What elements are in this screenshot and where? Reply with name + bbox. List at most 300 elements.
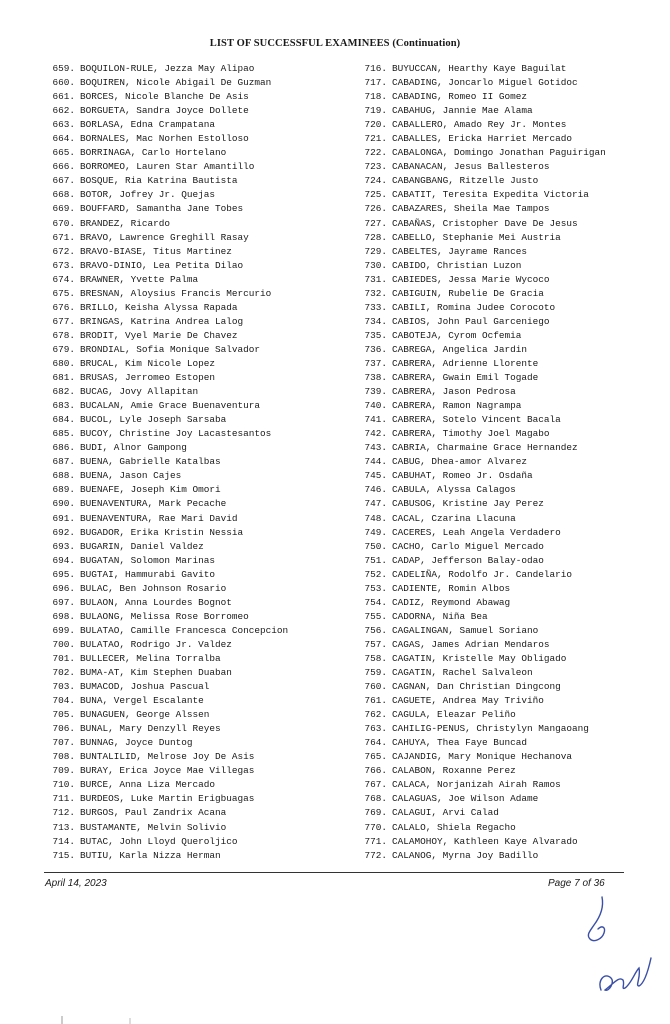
entry-number: 738.	[364, 372, 387, 384]
examinee-name: CABATIT, Teresita Expedita Victoria	[392, 189, 589, 201]
examinee-name: CALAGUAS, Joe Wilson Adame	[392, 793, 539, 805]
entry-number: 736.	[364, 343, 387, 355]
list-item	[359, 722, 606, 736]
list-item	[47, 146, 288, 160]
examinee-list-left	[47, 62, 288, 863]
list-item	[359, 399, 606, 413]
entry-number: 715.	[52, 849, 75, 861]
entry-number: 746.	[364, 484, 387, 496]
list-item	[359, 329, 606, 343]
examinee-name: BORROMEO, Lauren Star Amantillo	[80, 161, 255, 173]
entry-number: 745.	[364, 470, 387, 482]
examinee-name: BURGOS, Paul Zandrix Acana	[80, 807, 227, 819]
footer-divider	[44, 872, 624, 873]
examinee-name: CABANACAN, Jesus Ballesteros	[392, 161, 550, 173]
list-item	[47, 231, 288, 245]
list-item	[47, 835, 288, 849]
entry-number: 720.	[364, 119, 387, 131]
examinee-name: CAJANDIG, Mary Monique Hechanova	[392, 751, 573, 763]
list-item	[47, 188, 288, 202]
list-item	[359, 736, 606, 750]
list-item	[359, 778, 606, 792]
examinee-name: CABRERA, Sotelo Vincent Bacala	[392, 414, 561, 426]
entry-number: 662.	[52, 105, 75, 117]
entry-number: 705.	[52, 709, 75, 721]
examinee-name: CABIEDES, Jessa Marie Wycoco	[392, 273, 550, 285]
list-item	[47, 301, 288, 315]
examinee-name: BRAWNER, Yvette Palma	[80, 273, 199, 285]
list-item	[359, 118, 606, 132]
examinee-name: CABELTES, Jayrame Rances	[392, 245, 528, 257]
examinee-name: BUCALAN, Amie Grace Buenaventura	[80, 400, 261, 412]
entry-number: 690.	[52, 498, 75, 510]
examinee-name: CABIGUIN, Rubelie De Gracia	[392, 287, 544, 299]
list-item	[47, 118, 288, 132]
examinee-name: BULATAO, Rodrigo Jr. Valdez	[80, 638, 232, 650]
list-item	[359, 497, 606, 511]
examinee-name: BULAONG, Melissa Rose Borromeo	[80, 610, 249, 622]
examinee-name: BUNAL, Mary Denzyll Reyes	[80, 723, 221, 735]
list-item	[359, 217, 606, 231]
examinee-name: CABRERA, Ramon Nagrampa	[392, 400, 522, 412]
entry-number: 673.	[52, 259, 75, 271]
examinee-name: BRODIT, Vyel Marie De Chavez	[80, 329, 238, 341]
list-item	[47, 132, 288, 146]
list-item	[47, 399, 288, 413]
entry-number: 667.	[52, 175, 75, 187]
examinee-name: CALANOG, Myrna Joy Badillo	[392, 849, 539, 861]
list-item	[359, 554, 606, 568]
list-item	[359, 160, 606, 174]
entry-number: 689.	[52, 484, 75, 496]
list-item	[47, 160, 288, 174]
list-item	[359, 146, 606, 160]
entry-number: 686.	[52, 442, 75, 454]
entry-number: 666.	[52, 161, 75, 173]
examinee-name: BUMACOD, Joshua Pascual	[80, 681, 210, 693]
examinee-name: CABAZARES, Sheila Mae Tampos	[392, 203, 550, 215]
list-item	[47, 483, 288, 497]
entry-number: 757.	[364, 638, 387, 650]
examinee-name: BULLECER, Melina Torralba	[80, 652, 221, 664]
examinee-name: CAGALINGAN, Samuel Soriano	[392, 624, 539, 636]
list-item	[359, 357, 606, 371]
list-item	[47, 413, 288, 427]
entry-number: 707.	[52, 737, 75, 749]
list-item	[47, 90, 288, 104]
entry-number: 672.	[52, 245, 75, 257]
list-item	[359, 259, 606, 273]
examinee-name: CABELLO, Stephanie Mei Austria	[392, 231, 561, 243]
entry-number: 716.	[364, 63, 387, 74]
list-item	[359, 132, 606, 146]
list-item	[47, 694, 288, 708]
entry-number: 739.	[364, 386, 387, 398]
examinee-name: BUGARIN, Daniel Valdez	[80, 540, 204, 552]
entry-number: 726.	[364, 203, 387, 215]
list-item	[47, 821, 288, 835]
entry-number: 719.	[364, 105, 387, 117]
examinee-name: BORRINAGA, Carlo Hortelano	[80, 147, 227, 159]
entry-number: 742.	[364, 428, 387, 440]
examinee-name: BUTIU, Karla Nizza Herman	[80, 849, 221, 861]
list-item	[47, 568, 288, 582]
entry-number: 671.	[52, 231, 75, 243]
entry-number: 751.	[364, 554, 387, 566]
entry-number: 723.	[364, 161, 387, 173]
examinee-list-right	[359, 62, 606, 863]
list-item	[47, 217, 288, 231]
examinee-name: CABALONGA, Domingo Jonathan Paguirigan	[392, 147, 606, 159]
list-item	[47, 849, 288, 863]
list-item	[47, 357, 288, 371]
entry-number: 768.	[364, 793, 387, 805]
list-item	[47, 259, 288, 273]
entry-number: 701.	[52, 652, 75, 664]
list-item	[359, 666, 606, 680]
list-item	[47, 371, 288, 385]
list-item	[47, 202, 288, 216]
entry-number: 717.	[364, 77, 387, 89]
examinee-name: CALABON, Roxanne Perez	[392, 765, 516, 777]
list-item	[47, 736, 288, 750]
entry-number: 765.	[364, 751, 387, 763]
entry-number: 728.	[364, 231, 387, 243]
list-item	[359, 694, 606, 708]
entry-number: 680.	[52, 357, 75, 369]
list-item	[359, 469, 606, 483]
list-item	[359, 835, 606, 849]
list-item	[359, 512, 606, 526]
list-item	[359, 483, 606, 497]
list-item	[47, 540, 288, 554]
examinee-name: CAGNAN, Dan Christian Dingcong	[392, 681, 561, 693]
list-item	[359, 806, 606, 820]
examinee-name: BORLASA, Edna Crampatana	[80, 119, 216, 131]
entry-number: 731.	[364, 273, 387, 285]
list-item	[47, 273, 288, 287]
examinee-name: CAGATIN, Rachel Salvaleon	[392, 667, 533, 679]
examinee-name: BOQUIREN, Nicole Abigail De Guzman	[80, 77, 272, 89]
list-item	[47, 441, 288, 455]
entry-number: 750.	[364, 540, 387, 552]
examinee-name: CAHUYA, Thea Faye Buncad	[392, 737, 528, 749]
list-item	[47, 680, 288, 694]
list-item	[359, 174, 606, 188]
examinee-name: CAGULA, Eleazar Peliño	[392, 709, 516, 721]
list-item	[47, 76, 288, 90]
entry-number: 697.	[52, 596, 75, 608]
list-item	[47, 174, 288, 188]
examinee-name: CALAGUI, Arvi Calad	[392, 807, 499, 819]
entry-number: 682.	[52, 386, 75, 398]
list-item	[47, 526, 288, 540]
examinee-name: CABRERA, Adrienne Llorente	[392, 357, 539, 369]
entry-number: 663.	[52, 119, 75, 131]
entry-number: 699.	[52, 624, 75, 636]
entry-number: 693.	[52, 540, 75, 552]
list-item	[359, 231, 606, 245]
entry-number: 710.	[52, 779, 75, 791]
examinee-name: BUGADOR, Erika Kristin Nessia	[80, 526, 244, 538]
list-item	[359, 385, 606, 399]
list-item	[47, 385, 288, 399]
examinee-name: CAHILIG-PENUS, Christylyn Mangaoang	[392, 723, 589, 735]
examinee-name: BURCE, Anna Liza Mercado	[80, 779, 216, 791]
entry-number: 661.	[52, 91, 75, 103]
list-item	[359, 90, 606, 104]
examinee-name: BUGATAN, Solomon Marinas	[80, 554, 216, 566]
entry-number: 681.	[52, 372, 75, 384]
entry-number: 698.	[52, 610, 75, 622]
examinee-name: BRANDEZ, Ricardo	[80, 217, 171, 229]
list-item	[359, 104, 606, 118]
examinee-name: CABIOS, John Paul Garceniego	[392, 315, 550, 327]
entry-number: 704.	[52, 695, 75, 707]
examinee-name: CABILI, Romina Judee Corocoto	[392, 301, 556, 313]
list-item	[359, 680, 606, 694]
list-item	[47, 245, 288, 259]
examinee-name: BUNTALILID, Melrose Joy De Asis	[80, 751, 255, 763]
list-item	[47, 652, 288, 666]
list-item	[359, 287, 606, 301]
entry-number: 735.	[364, 329, 387, 341]
entry-number: 721.	[364, 133, 387, 145]
list-item	[47, 427, 288, 441]
entry-number: 700.	[52, 638, 75, 650]
examinee-name: CABAHUG, Jannie Mae Alama	[392, 105, 533, 117]
entry-number: 703.	[52, 681, 75, 693]
list-item	[47, 287, 288, 301]
list-item	[359, 76, 606, 90]
signature-icon	[595, 950, 655, 1000]
examinee-name: BRONDIAL, Sofia Monique Salvador	[80, 343, 261, 355]
examinee-name: BRILLO, Keisha Alyssa Rapada	[80, 301, 238, 313]
examinee-name: BURDEOS, Luke Martin Erigbuagas	[80, 793, 255, 805]
examinee-name: BORCES, Nicole Blanche De Asis	[80, 91, 249, 103]
entry-number: 758.	[364, 652, 387, 664]
examinee-name: BUCOY, Christine Joy Lacastesantos	[80, 428, 272, 440]
page-title: LIST OF SUCCESSFUL EXAMINEES (Continuation)	[209, 38, 461, 49]
examinee-name: CABANGBANG, Ritzelle Justo	[392, 175, 539, 187]
list-item	[47, 343, 288, 357]
entry-number: 743.	[364, 442, 387, 454]
list-item	[359, 610, 606, 624]
list-item	[47, 62, 288, 76]
examinee-name: BURAY, Erica Joyce Mae Villegas	[80, 765, 255, 777]
examinee-name: BUNA, Vergel Escalante	[80, 695, 204, 707]
examinee-name: CADORNA, Niña Bea	[392, 610, 488, 622]
examinee-name: BUENAVENTURA, Rae Mari David	[80, 512, 238, 524]
list-item	[359, 708, 606, 722]
entry-number: 737.	[364, 357, 387, 369]
list-item	[359, 62, 606, 76]
examinee-name: CALALO, Shiela Regacho	[392, 821, 516, 833]
examinee-name: BUENAVENTURA, Mark Pecache	[80, 498, 227, 510]
entry-number: 679.	[52, 343, 75, 355]
entry-number: 749.	[364, 526, 387, 538]
entry-number: 733.	[364, 301, 387, 313]
examinee-name: CAGATIN, Kristelle May Obligado	[392, 652, 567, 664]
list-item	[47, 315, 288, 329]
list-item	[47, 708, 288, 722]
examinee-name: CABRERA, Timothy Joel Magabo	[392, 428, 550, 440]
entry-number: 694.	[52, 554, 75, 566]
entry-number: 754.	[364, 596, 387, 608]
entry-number: 709.	[52, 765, 75, 777]
entry-number: 695.	[52, 568, 75, 580]
entry-number: 674.	[52, 273, 75, 285]
entry-number: 732.	[364, 287, 387, 299]
footer-date: April 14, 2023	[45, 878, 107, 889]
entry-number: 684.	[52, 414, 75, 426]
examinee-name: BUENA, Jason Cajes	[80, 470, 182, 482]
entry-number: 759.	[364, 667, 387, 679]
entry-number: 670.	[52, 217, 75, 229]
list-item	[359, 638, 606, 652]
entry-number: 753.	[364, 582, 387, 594]
list-item	[47, 469, 288, 483]
entry-number: 762.	[364, 709, 387, 721]
examinee-name: CABRERA, Jason Pedrosa	[392, 386, 516, 398]
entry-number: 725.	[364, 189, 387, 201]
examinee-name: BUYUCCAN, Hearthy Kaye Baguilat	[392, 63, 567, 74]
examinee-name: BRINGAS, Katrina Andrea Lalog	[80, 315, 244, 327]
entry-number: 741.	[364, 414, 387, 426]
examinee-name: CADAP, Jefferson Balay-odao	[392, 554, 544, 566]
entry-number: 659.	[52, 63, 75, 74]
entry-number: 714.	[52, 835, 75, 847]
list-item	[359, 441, 606, 455]
examinee-name: BRUSAS, Jerromeo Estopen	[80, 372, 216, 384]
entry-number: 706.	[52, 723, 75, 735]
entry-number: 691.	[52, 512, 75, 524]
examinee-name: CABRERA, Gwain Emil Togade	[392, 372, 539, 384]
entry-number: 718.	[364, 91, 387, 103]
list-item	[359, 764, 606, 778]
entry-number: 763.	[364, 723, 387, 735]
examinee-name: BULATAO, Camille Francesca Concepcion	[80, 624, 289, 636]
list-item	[359, 750, 606, 764]
entry-number: 724.	[364, 175, 387, 187]
list-item	[359, 849, 606, 863]
list-item	[359, 568, 606, 582]
list-item	[359, 792, 606, 806]
examinee-name: CABAÑAS, Cristopher Dave De Jesus	[392, 217, 578, 229]
entry-number: 660.	[52, 77, 75, 89]
scan-mark-icon	[60, 1014, 140, 1024]
entry-number: 708.	[52, 751, 75, 763]
list-item	[359, 624, 606, 638]
examinee-name: CACERES, Leah Angela Verdadero	[392, 526, 561, 538]
entry-number: 676.	[52, 301, 75, 313]
examinee-name: CADIZ, Reymond Abawag	[392, 596, 511, 608]
examinee-name: CADELIÑA, Rodolfo Jr. Candelario	[392, 568, 573, 580]
entry-number: 664.	[52, 133, 75, 145]
examinee-name: CAGUETE, Andrea May Triviño	[392, 695, 544, 707]
examinee-name: CABUG, Dhea-amor Alvarez	[392, 456, 528, 468]
examinee-name: BULAON, Anna Lourdes Bognot	[80, 596, 232, 608]
list-item	[359, 821, 606, 835]
examinee-name: CABULA, Alyssa Calagos	[392, 484, 516, 496]
examinee-name: BRAVO-BIASE, Titus Martinez	[80, 245, 232, 257]
entry-number: 668.	[52, 189, 75, 201]
list-item	[47, 610, 288, 624]
list-item	[47, 596, 288, 610]
list-item	[47, 582, 288, 596]
list-item	[359, 301, 606, 315]
list-item	[359, 455, 606, 469]
entry-number: 678.	[52, 329, 75, 341]
initial-signature-icon	[580, 895, 620, 955]
list-item	[359, 427, 606, 441]
examinee-name: BUNAGUEN, George Alssen	[80, 709, 210, 721]
entry-number: 747.	[364, 498, 387, 510]
entry-number: 665.	[52, 147, 75, 159]
examinee-name: CABUSOG, Kristine Jay Perez	[392, 498, 544, 510]
list-item	[47, 455, 288, 469]
examinee-name: BUNNAG, Joyce Duntog	[80, 737, 193, 749]
entry-number: 760.	[364, 681, 387, 693]
list-item	[47, 554, 288, 568]
examinee-name: BUSTAMANTE, Melvin Solivio	[80, 821, 227, 833]
examinee-name: CACAL, Czarina Llacuna	[392, 512, 516, 524]
entry-number: 692.	[52, 526, 75, 538]
examinee-name: BUMA-AT, Kim Stephen Duaban	[80, 667, 232, 679]
list-item	[359, 526, 606, 540]
examinee-name: BOQUILON-RULE, Jezza May Alipao	[80, 63, 255, 74]
entry-number: 727.	[364, 217, 387, 229]
examinee-name: CADIENTE, Romin Albos	[392, 582, 511, 594]
entry-number: 740.	[364, 400, 387, 412]
list-item	[359, 540, 606, 554]
list-item	[359, 652, 606, 666]
examinee-name: BUCAG, Jovy Allapitan	[80, 386, 199, 398]
examinee-name: CALAMOHOY, Kathleen Kaye Alvarado	[392, 835, 578, 847]
entry-number: 734.	[364, 315, 387, 327]
list-item	[359, 371, 606, 385]
examinee-name: CAGAS, James Adrian Mendaros	[392, 638, 550, 650]
examinee-name: CABALLES, Ericka Harriet Mercado	[392, 133, 573, 145]
examinee-name: CABALLERO, Amado Rey Jr. Montes	[392, 119, 567, 131]
list-item	[47, 764, 288, 778]
examinee-name: BUENA, Gabrielle Katalbas	[80, 456, 221, 468]
examinee-name: CABREGA, Angelica Jardin	[392, 343, 528, 355]
examinee-name: BORGUETA, Sandra Joyce Dollete	[80, 105, 249, 117]
entry-number: 730.	[364, 259, 387, 271]
list-item	[47, 329, 288, 343]
entry-number: 748.	[364, 512, 387, 524]
entry-number: 729.	[364, 245, 387, 257]
examinee-name: BOUFFARD, Samantha Jane Tobes	[80, 203, 244, 215]
entry-number: 755.	[364, 610, 387, 622]
entry-number: 744.	[364, 456, 387, 468]
list-item	[359, 188, 606, 202]
list-item	[359, 413, 606, 427]
list-item	[47, 778, 288, 792]
examinee-name: CABIDO, Christian Luzon	[392, 259, 522, 271]
entry-number: 766.	[364, 765, 387, 777]
entry-number: 771.	[364, 835, 387, 847]
list-item	[47, 512, 288, 526]
examinee-name: BUDI, Alnor Gampong	[80, 442, 187, 454]
examinee-name: BULAC, Ben Johnson Rosario	[80, 582, 227, 594]
list-item	[359, 202, 606, 216]
entry-number: 702.	[52, 667, 75, 679]
entry-number: 752.	[364, 568, 387, 580]
entry-number: 688.	[52, 470, 75, 482]
examinee-name: CABRIA, Charmaine Grace Hernandez	[392, 442, 578, 454]
